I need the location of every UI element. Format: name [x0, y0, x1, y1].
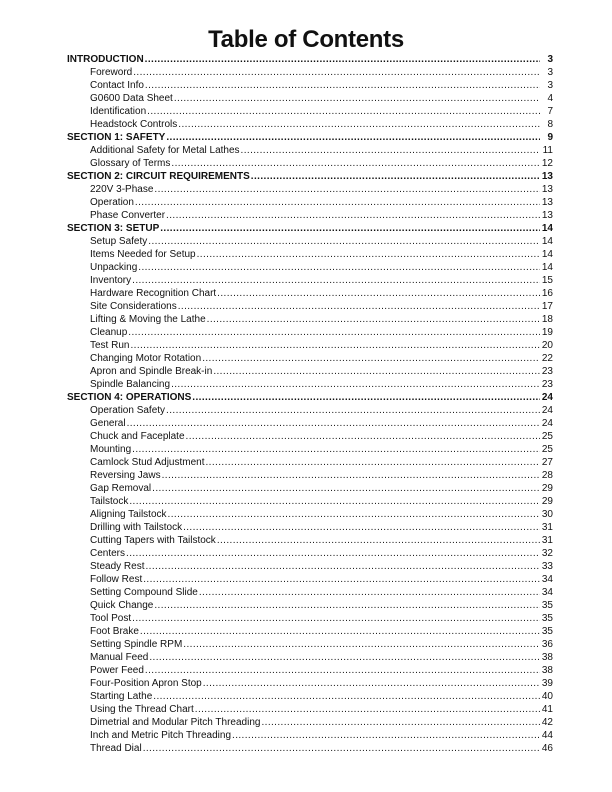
toc-label: Foot Brake: [90, 626, 139, 637]
toc-page-number: 38: [541, 665, 553, 676]
dot-leader: [147, 105, 540, 118]
toc-page-number: 40: [541, 691, 553, 702]
toc-label: Cleanup: [90, 327, 128, 338]
toc-entry-row[interactable]: [67, 79, 553, 92]
dot-leader: [168, 508, 540, 521]
toc-label: Dimetrial and Modular Pitch Threading: [90, 717, 261, 728]
toc-page-number: 16: [541, 288, 553, 299]
table-of-contents: [67, 53, 553, 755]
toc-label: SECTION 4: OPERATIONS: [67, 392, 192, 403]
toc-page-number: 39: [541, 678, 553, 689]
toc-label: Changing Motor Rotation: [90, 353, 202, 364]
toc-label: Drilling with Tailstock: [90, 522, 183, 533]
toc-entry-row[interactable]: [67, 560, 553, 573]
toc-page-number: 38: [541, 652, 553, 663]
dot-leader: [203, 677, 540, 690]
dot-leader: [143, 573, 540, 586]
toc-entry-row[interactable]: [67, 573, 553, 586]
toc-page-number: 30: [541, 509, 553, 520]
dot-leader: [133, 66, 540, 79]
dot-leader: [128, 326, 540, 339]
dot-leader: [132, 443, 540, 456]
toc-label: Operation: [90, 197, 134, 208]
dot-leader: [138, 261, 540, 274]
toc-entry-row[interactable]: [67, 586, 553, 599]
toc-page-number: 20: [541, 340, 553, 351]
toc-entry-row[interactable]: [67, 248, 553, 261]
toc-entry-row[interactable]: [67, 729, 553, 742]
toc-entry-row[interactable]: [67, 495, 553, 508]
dot-leader: [153, 690, 540, 703]
toc-entry-row[interactable]: [67, 547, 553, 560]
toc-entry-row[interactable]: [67, 339, 553, 352]
toc-page-number: 14: [541, 236, 553, 247]
dot-leader: [171, 157, 540, 170]
toc-page-number: 24: [541, 418, 553, 429]
toc-label: Tool Post: [90, 613, 132, 624]
toc-page-number: 29: [541, 496, 553, 507]
toc-label: Mounting: [90, 444, 132, 455]
toc-label: INTRODUCTION: [67, 54, 144, 65]
toc-page-number: 19: [541, 327, 553, 338]
toc-label: General: [90, 418, 126, 429]
dot-leader: [174, 92, 540, 105]
toc-label: Manual Feed: [90, 652, 149, 663]
toc-label: Apron and Spindle Break-in: [90, 366, 213, 377]
dot-leader: [178, 300, 540, 313]
toc-page-number: 25: [541, 431, 553, 442]
toc-label: Operation Safety: [90, 405, 166, 416]
toc-entry-row[interactable]: [67, 534, 553, 547]
toc-entry-row[interactable]: [67, 638, 553, 651]
toc-label: Steady Rest: [90, 561, 145, 572]
toc-page-number: 24: [541, 405, 553, 416]
toc-entry-row[interactable]: [67, 183, 553, 196]
toc-page-number: 44: [541, 730, 553, 741]
dot-leader: [127, 417, 540, 430]
toc-label: Starting Lathe: [90, 691, 153, 702]
dot-leader: [183, 521, 540, 534]
dot-leader: [145, 53, 540, 66]
toc-label: SECTION 3: SETUP: [67, 223, 160, 234]
toc-page-number: 9: [547, 132, 553, 143]
toc-entry-row[interactable]: [67, 365, 553, 378]
toc-entry-row[interactable]: [67, 157, 553, 170]
toc-entry-row[interactable]: [67, 235, 553, 248]
toc-page-number: 42: [541, 717, 553, 728]
toc-label: 220V 3-Phase: [90, 184, 154, 195]
toc-page-number: 15: [541, 275, 553, 286]
toc-page-number: 3: [547, 80, 553, 91]
toc-page-number: 27: [541, 457, 553, 468]
toc-page-number: 33: [541, 561, 553, 572]
toc-label: Power Feed: [90, 665, 144, 676]
toc-entry-row[interactable]: [67, 274, 553, 287]
dot-leader: [199, 586, 540, 599]
toc-page-number: 12: [541, 158, 553, 169]
toc-entry-row[interactable]: [67, 313, 553, 326]
toc-label: Cutting Tapers with Tailstock: [90, 535, 216, 546]
toc-label: Contact Info: [90, 80, 144, 91]
dot-leader: [241, 144, 540, 157]
toc-label: Glossary of Terms: [90, 158, 171, 169]
toc-entry-row[interactable]: [67, 404, 553, 417]
dot-leader: [154, 183, 540, 196]
toc-entry-row[interactable]: [67, 625, 553, 638]
toc-label: Using the Thread Chart: [90, 704, 194, 715]
toc-page-number: 34: [541, 587, 553, 598]
dot-leader: [129, 495, 540, 508]
toc-entry-row[interactable]: [67, 599, 553, 612]
toc-section-row[interactable]: [67, 170, 553, 183]
toc-entry-row[interactable]: [67, 456, 553, 469]
dot-leader: [160, 222, 540, 235]
toc-page-number: 23: [541, 366, 553, 377]
toc-entry-row[interactable]: [67, 209, 553, 222]
toc-page-number: 13: [541, 210, 553, 221]
toc-entry-row[interactable]: [67, 105, 553, 118]
toc-page-number: 14: [541, 249, 553, 260]
toc-page-number: 4: [547, 93, 553, 104]
toc-page-number: 22: [541, 353, 553, 364]
toc-page-number: 32: [541, 548, 553, 559]
dot-leader: [132, 274, 540, 287]
toc-entry-row[interactable]: [67, 417, 553, 430]
dot-leader: [166, 209, 540, 222]
toc-entry-row[interactable]: [67, 118, 553, 131]
toc-page-number: 14: [541, 262, 553, 273]
toc-page-number: 31: [541, 522, 553, 533]
toc-entry-row[interactable]: [67, 430, 553, 443]
toc-section-row[interactable]: [67, 222, 553, 235]
dot-leader: [261, 716, 540, 729]
dot-leader: [145, 79, 540, 92]
toc-label: SECTION 2: CIRCUIT REQUIREMENTS: [67, 171, 250, 182]
toc-label: Headstock Controls: [90, 119, 178, 130]
toc-label: Site Considerations: [90, 301, 177, 312]
dot-leader: [135, 196, 540, 209]
toc-page-number: 24: [541, 392, 553, 403]
dot-leader: [183, 638, 540, 651]
toc-label: Hardware Recognition Chart: [90, 288, 217, 299]
dot-leader: [213, 365, 540, 378]
dot-leader: [186, 430, 540, 443]
toc-label: Items Needed for Setup: [90, 249, 196, 260]
toc-label: SECTION 1: SAFETY: [67, 132, 166, 143]
toc-page-number: 31: [541, 535, 553, 546]
toc-label: Aligning Tailstock: [90, 509, 167, 520]
toc-label: Identification: [90, 106, 147, 117]
dot-leader: [217, 287, 540, 300]
toc-page-number: 17: [541, 301, 553, 312]
toc-entry-row[interactable]: [67, 261, 553, 274]
toc-label: Centers: [90, 548, 126, 559]
toc-section-row[interactable]: [67, 391, 553, 404]
toc-entry-row[interactable]: [67, 378, 553, 391]
toc-entry-row[interactable]: [67, 300, 553, 313]
dot-leader: [148, 235, 540, 248]
toc-page-number: 7: [547, 106, 553, 117]
dot-leader: [166, 131, 540, 144]
toc-entry-row[interactable]: [67, 92, 553, 105]
toc-entry-row[interactable]: [67, 664, 553, 677]
dot-leader: [145, 560, 540, 573]
dot-leader: [140, 625, 540, 638]
toc-page-number: 23: [541, 379, 553, 390]
toc-page-number: 13: [541, 171, 553, 182]
toc-page-number: 3: [547, 67, 553, 78]
toc-label: Reversing Jaws: [90, 470, 161, 481]
toc-label: Unpacking: [90, 262, 138, 273]
toc-label: Foreword: [90, 67, 133, 78]
dot-leader: [197, 248, 540, 261]
toc-label: Camlock Stud Adjustment: [90, 457, 205, 468]
toc-entry-row[interactable]: [67, 196, 553, 209]
toc-label: Test Run: [90, 340, 130, 351]
toc-label: Follow Rest: [90, 574, 143, 585]
dot-leader: [166, 404, 540, 417]
toc-page-number: 13: [541, 197, 553, 208]
toc-page-number: 8: [547, 119, 553, 130]
toc-page-number: 18: [541, 314, 553, 325]
dot-leader: [171, 378, 540, 391]
dot-leader: [206, 456, 541, 469]
dot-leader: [232, 729, 540, 742]
toc-entry-row[interactable]: [67, 66, 553, 79]
toc-entry-row[interactable]: [67, 482, 553, 495]
toc-label: Tailstock: [90, 496, 129, 507]
toc-page-number: 36: [541, 639, 553, 650]
toc-label: Lifting & Moving the Lathe: [90, 314, 206, 325]
dot-leader: [152, 482, 540, 495]
toc-page-number: 35: [541, 626, 553, 637]
toc-entry-row[interactable]: [67, 651, 553, 664]
dot-leader: [154, 599, 540, 612]
toc-page-number: 35: [541, 613, 553, 624]
toc-page-number: 28: [541, 470, 553, 481]
toc-entry-row[interactable]: [67, 508, 553, 521]
dot-leader: [178, 118, 540, 131]
dot-leader: [195, 703, 540, 716]
toc-label: Quick Change: [90, 600, 154, 611]
toc-entry-row[interactable]: [67, 326, 553, 339]
toc-label: G0600 Data Sheet: [90, 93, 173, 104]
dot-leader: [192, 391, 540, 404]
toc-page-number: 11: [542, 145, 553, 156]
toc-label: Four-Position Apron Stop: [90, 678, 202, 689]
toc-entry-row[interactable]: [67, 690, 553, 703]
toc-label: Inventory: [90, 275, 132, 286]
toc-entry-row[interactable]: [67, 742, 553, 755]
dot-leader: [130, 339, 540, 352]
toc-entry-row[interactable]: [67, 352, 553, 365]
toc-label: Phase Converter: [90, 210, 166, 221]
dot-leader: [251, 170, 540, 183]
toc-entry-row[interactable]: [67, 716, 553, 729]
toc-label: Setting Compound Slide: [90, 587, 198, 598]
toc-page-number: 46: [541, 743, 553, 754]
toc-entry-row[interactable]: [67, 677, 553, 690]
dot-leader: [145, 664, 540, 677]
toc-page-number: 13: [541, 184, 553, 195]
toc-entry-row[interactable]: [67, 703, 553, 716]
toc-entry-row[interactable]: [67, 443, 553, 456]
dot-leader: [217, 534, 540, 547]
dot-leader: [149, 651, 540, 664]
toc-entry-row[interactable]: [67, 287, 553, 300]
toc-label: Setup Safety: [90, 236, 148, 247]
dot-leader: [202, 352, 540, 365]
toc-label: Inch and Metric Pitch Threading: [90, 730, 232, 741]
toc-label: Spindle Balancing: [90, 379, 171, 390]
toc-label: Thread Dial: [90, 743, 142, 754]
toc-entry-row[interactable]: [67, 612, 553, 625]
toc-entry-row[interactable]: [67, 144, 553, 157]
dot-leader: [143, 742, 540, 755]
toc-entry-row[interactable]: [67, 469, 553, 482]
toc-page-number: 14: [541, 223, 553, 234]
toc-label: Chuck and Faceplate: [90, 431, 185, 442]
toc-page-number: 3: [547, 54, 553, 65]
toc-page-number: 35: [541, 600, 553, 611]
toc-page-number: 25: [541, 444, 553, 455]
toc-page-number: 34: [541, 574, 553, 585]
toc-page-number: 41: [541, 704, 553, 715]
toc-section-row[interactable]: [67, 53, 553, 66]
toc-page-number: 29: [541, 483, 553, 494]
toc-entry-row[interactable]: [67, 521, 553, 534]
dot-leader: [126, 547, 540, 560]
toc-label: Additional Safety for Metal Lathes: [90, 145, 240, 156]
toc-section-row[interactable]: [67, 131, 553, 144]
dot-leader: [132, 612, 540, 625]
page-title: Table of Contents: [208, 26, 404, 53]
dot-leader: [162, 469, 540, 482]
toc-label: Setting Spindle RPM: [90, 639, 183, 650]
dot-leader: [207, 313, 540, 326]
toc-label: Gap Removal: [90, 483, 152, 494]
